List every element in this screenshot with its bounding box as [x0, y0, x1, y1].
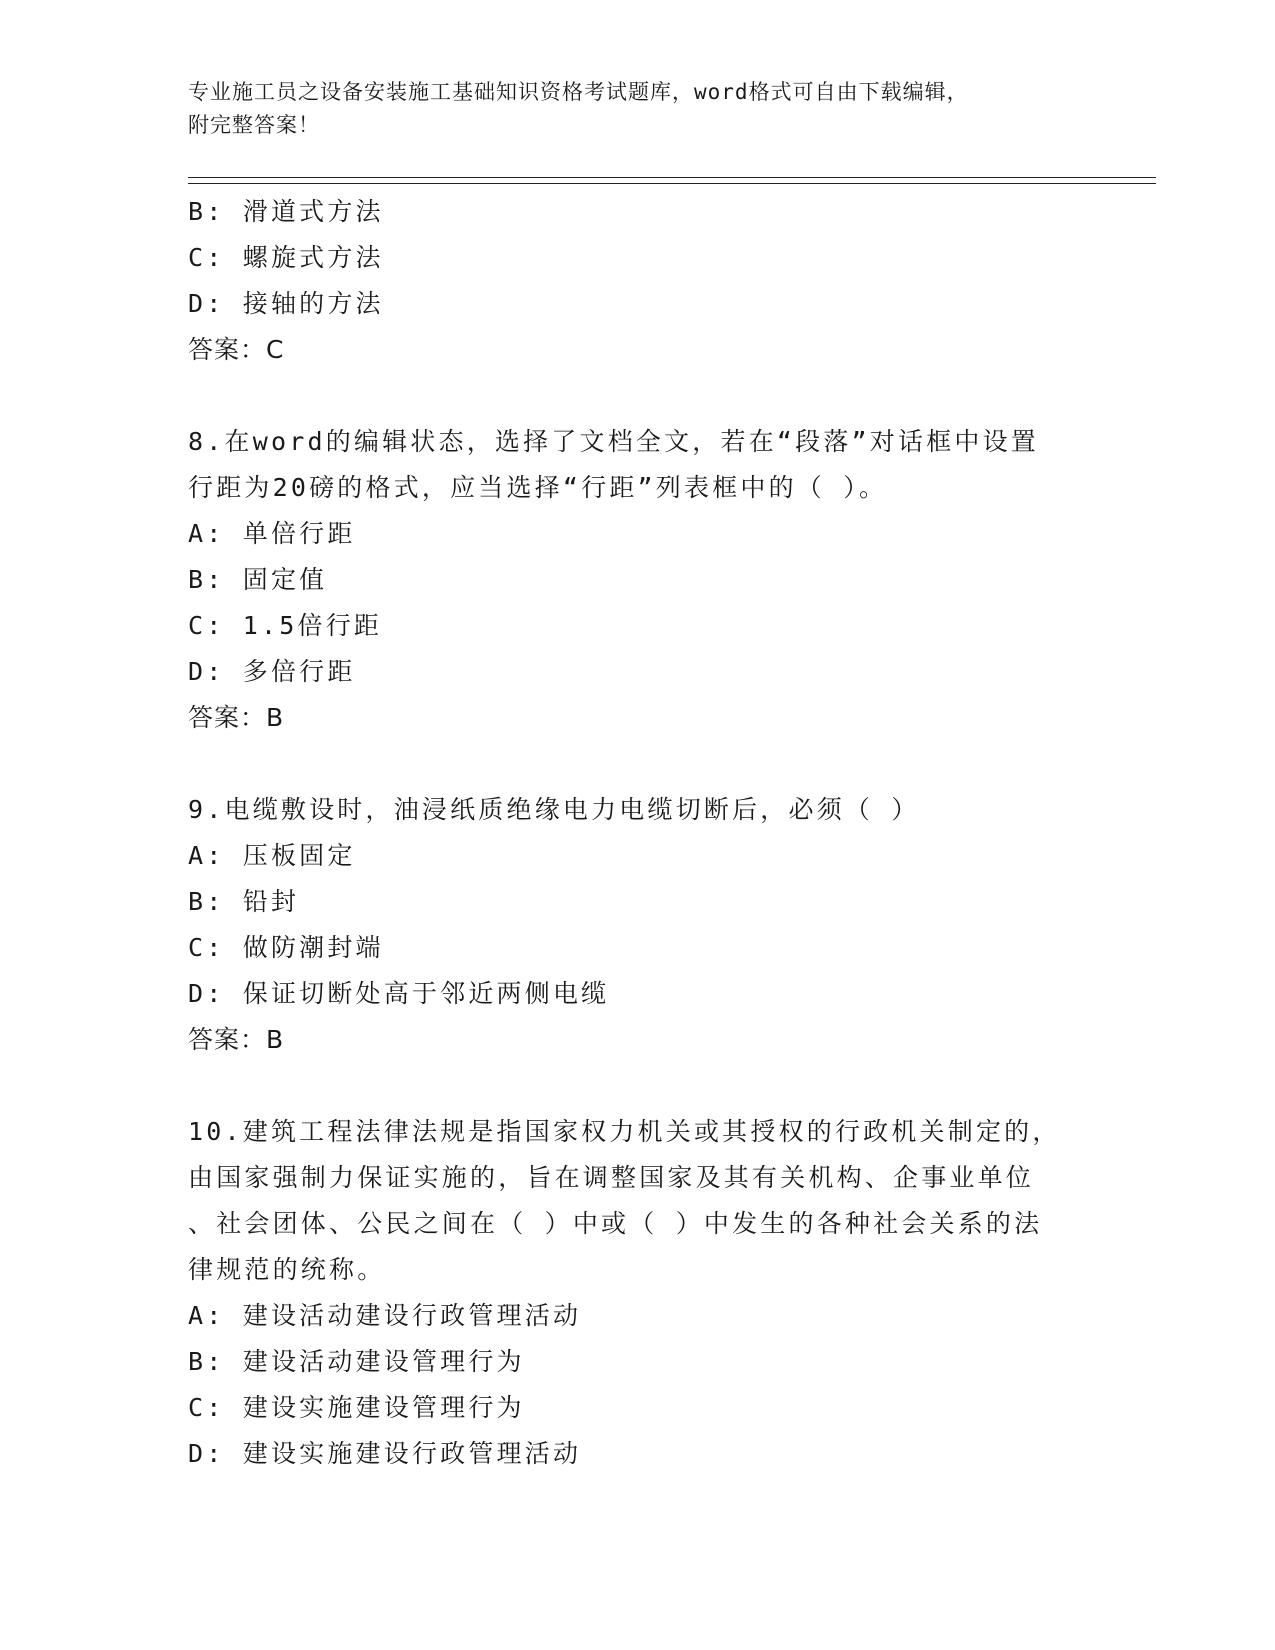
question-stem-line: 8.在word的编辑状态，选择了文档全文，若在“段落”对话框中设置 — [188, 427, 1040, 456]
question-stem-line: 行距为20磅的格式，应当选择“行距”列表框中的（ ）。 — [188, 473, 888, 502]
question-stem-line: 10.建筑工程法律法规是指国家权力机关或其授权的行政机关制定的， — [188, 1117, 1061, 1146]
question-stem-line: 、社会团体、公民之间在（ ）中或（ ）中发生的各种社会关系的法 — [188, 1209, 1043, 1238]
option-d: D: 多倍行距 — [188, 657, 356, 686]
question-stem-line: 由国家强制力保证实施的，旨在调整国家及其有关机构、企事业单位 — [188, 1163, 1035, 1192]
header-text-line1: 专业施工员之设备安装施工基础知识资格考试题库，word格式可自由下载编辑， — [188, 80, 969, 104]
question-stem-line: 9.电缆敷设时，油浸纸质绝缘电力电缆切断后，必须（ ） — [188, 795, 920, 824]
answer: 答案：B — [188, 1025, 285, 1054]
option-a: A: 建设活动建设行政管理活动 — [188, 1301, 582, 1330]
question-10 — [188, 1109, 1088, 1477]
question-9 — [188, 787, 1088, 1063]
page-header — [188, 76, 1068, 142]
question-stem-line: 律规范的统称。 — [188, 1255, 386, 1284]
option-c: C: 建设实施建设管理行为 — [188, 1393, 525, 1422]
option-b: B: 铅封 — [188, 887, 300, 916]
option-c: C: 做防潮封端 — [188, 933, 384, 962]
option-d: D: 建设实施建设行政管理活动 — [188, 1439, 582, 1468]
spacer — [188, 1063, 1088, 1109]
question-7-tail — [188, 189, 1088, 373]
option-c: C: 1.5倍行距 — [188, 611, 383, 640]
option-d: D: 接轴的方法 — [188, 289, 384, 318]
answer: 答案：C — [188, 335, 285, 364]
spacer — [188, 741, 1088, 787]
option-b: B: 固定值 — [188, 565, 328, 594]
spacer — [188, 373, 1088, 419]
option-a: A: 压板固定 — [188, 841, 356, 870]
option-b: B: 建设活动建设管理行为 — [188, 1347, 525, 1376]
option-b: B: 滑道式方法 — [188, 197, 384, 226]
question-8 — [188, 419, 1088, 741]
header-divider-top — [188, 177, 1156, 178]
answer: 答案：B — [188, 703, 285, 732]
header-text-line2: 附完整答案！ — [188, 113, 320, 137]
option-d: D: 保证切断处高于邻近两侧电缆 — [188, 979, 610, 1008]
option-a: A: 单倍行距 — [188, 519, 356, 548]
header-divider-bottom — [188, 183, 1156, 184]
option-c: C: 螺旋式方法 — [188, 243, 384, 272]
question-list — [188, 189, 1088, 1477]
